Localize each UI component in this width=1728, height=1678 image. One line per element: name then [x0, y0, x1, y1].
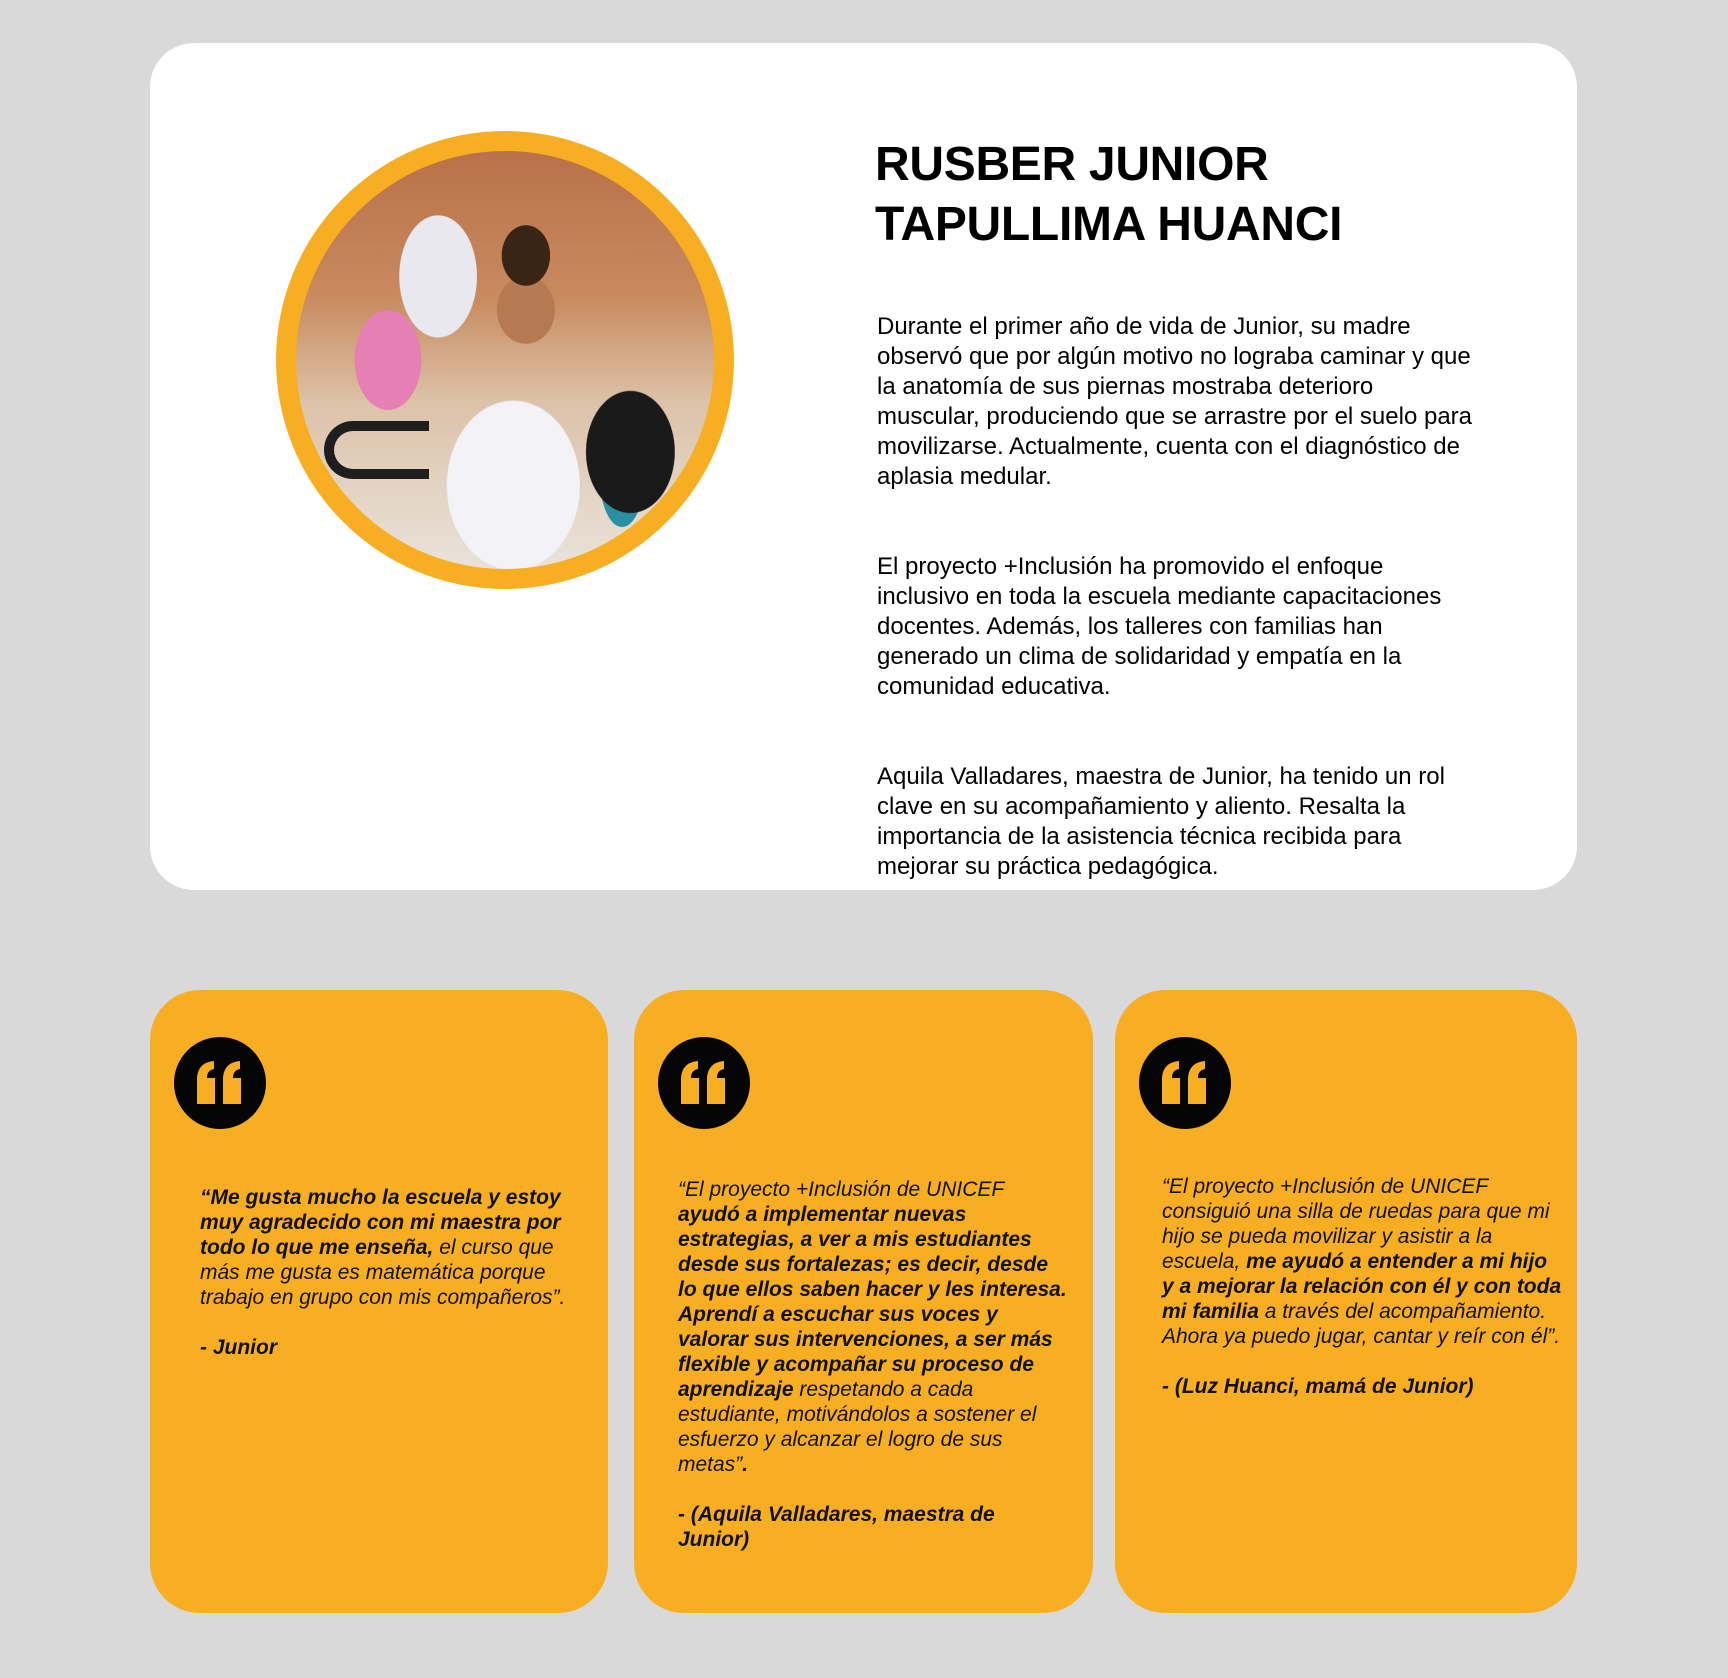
- quote-bold-segment: me ayudó a entender a mi hijo y a mejorar la relación con él y con toda mi familia: [1162, 1250, 1562, 1323]
- quote-mark-icon: [658, 1037, 750, 1129]
- profile-name: [875, 135, 1342, 255]
- story-paragraph: Aquila Valladares, maestra de Junior, ha tenido un rol clave en su acompañamiento y aliento. Resalta la importancia de la asistencia técnica recibida para mejorar su práctica pedagógica.: [877, 763, 1445, 880]
- story-paragraph: Durante el primer año de vida de Junior, su madre observó que por algún motivo no lograba caminar y que la anatomía de sus piernas mostraba deterioro muscular, produciendo que se arrastre por el suelo para movilizarse. Actualmente, cuenta con el diagnóstico de aplasia medular.: [877, 313, 1473, 490]
- profile-photo-ring: [276, 131, 734, 589]
- quote-bold-segment: ayudó a implementar nuevas estrategias, a ver a mis estudiantes desde sus fortalezas; es decir, desde lo que ellos saben hacer y les interesa. Aprendí a escuchar sus voces y valorar sus intervenciones, a ser más flexible y acompañar su proceso de aprendizaje: [678, 1203, 1067, 1401]
- testimonial-card-mother: [1115, 990, 1577, 1613]
- quote-bold-segment: .: [742, 1453, 749, 1476]
- testimonial-card-teacher: [634, 990, 1093, 1613]
- testimonial-card-junior: [150, 990, 608, 1613]
- testimonial-author: - Junior: [200, 1336, 277, 1359]
- quote-mark-icon: [174, 1037, 266, 1129]
- quote-segment: el curso que más me gusta es matemática porque trabajo en grupo con mis compañeros”.: [200, 1236, 566, 1309]
- profile-name-line1: RUSBER JUNIOR: [875, 138, 1269, 191]
- story-paragraph: El proyecto +Inclusión ha promovido el enfoque inclusivo en toda la escuela mediante capacitaciones docentes. Además, los talleres con familias han generado un clima de solidaridad y empatía en la comunidad educativa.: [877, 553, 1442, 700]
- quote-segment: “El proyecto +Inclusión de UNICEF consiguió una silla de ruedas para que mi hijo se pueda movilizar y asistir a la escuela,: [1162, 1175, 1550, 1273]
- testimonial-author: - (Luz Huanci, mamá de Junior): [1162, 1375, 1474, 1398]
- wheelchair-handle-shape: [324, 421, 429, 479]
- quote-segment: respetando a cada estudiante, motivándolos a sostener el esfuerzo y alcanzar el logro de sus metas”: [678, 1378, 1037, 1476]
- quote-segment: a través del acompañamiento. Ahora ya puedo jugar, cantar y reír con él”.: [1162, 1300, 1561, 1348]
- quote-segment: “El proyecto +Inclusión de UNICEF: [678, 1178, 1004, 1201]
- profile-story: [877, 282, 1477, 942]
- quote-mark-icon: [1139, 1037, 1231, 1129]
- profile-photo: [296, 151, 714, 569]
- quote-bold-segment: “Me gusta mucho la escuela y estoy muy agradecido con mi maestra por todo lo que me enseña,: [200, 1186, 561, 1259]
- profile-name-line2: TAPULLIMA HUANCI: [875, 198, 1343, 251]
- testimonial-quote: [200, 1185, 590, 1360]
- testimonial-author: - (Aquila Valladares, maestra de Junior): [678, 1503, 995, 1551]
- testimonial-quote: [1162, 1174, 1562, 1399]
- testimonial-quote: [678, 1177, 1068, 1552]
